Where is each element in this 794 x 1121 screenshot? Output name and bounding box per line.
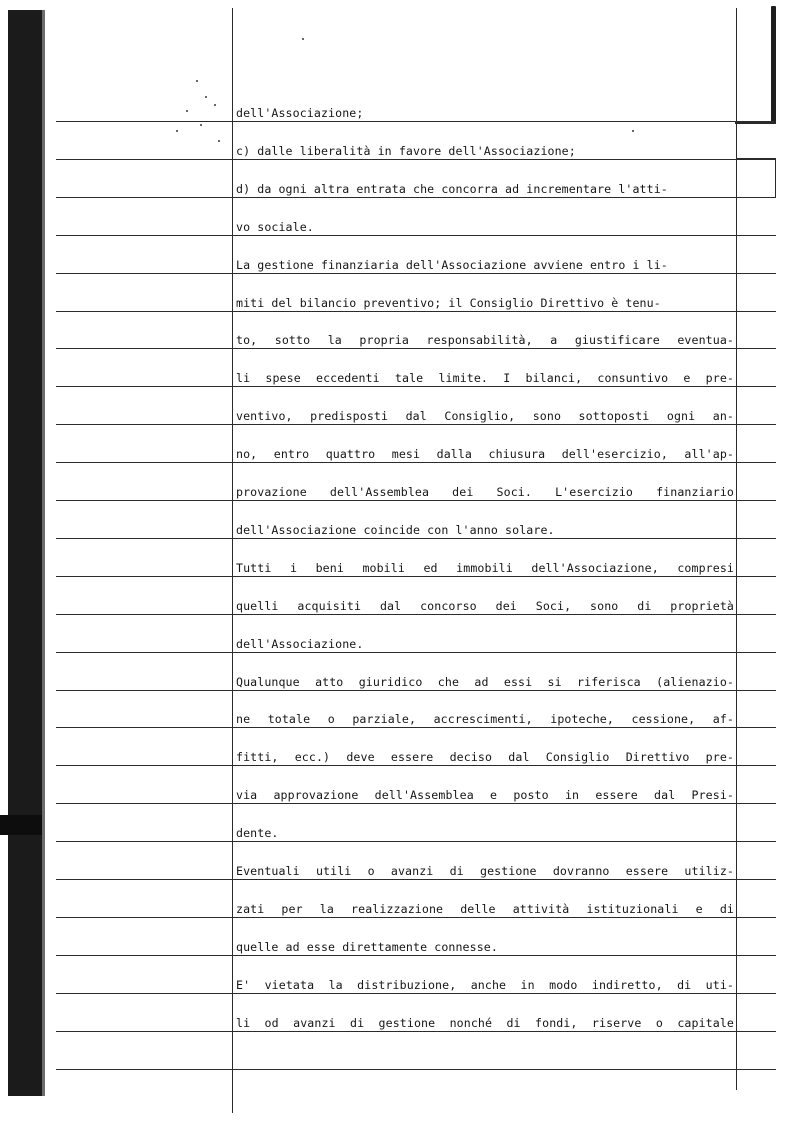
- text-line: li spese eccedenti tale limite. I bilanci, consuntivo e pre-: [236, 371, 734, 386]
- ruled-line: [56, 197, 776, 198]
- ruled-line: [56, 917, 776, 918]
- text-line: provazione dell'Assemblea dei Soci. L'esercizio finanziario: [236, 485, 734, 499]
- text-line: vo sociale.: [236, 219, 314, 234]
- text-line: dell'Associazione;: [236, 106, 364, 120]
- ruled-line: [56, 273, 776, 274]
- left-margin-line: [232, 8, 233, 1113]
- ruled-line: [56, 1031, 776, 1032]
- scan-speck: [218, 140, 220, 142]
- right-bracket-foot: [735, 122, 776, 124]
- text-line: dell'Associazione coincide con l'anno solare.: [236, 522, 555, 537]
- ruled-line: [56, 500, 776, 501]
- scan-speck: [205, 96, 207, 98]
- text-line: no, entro quattro mesi dalla chiusura dell'esercizio, all'ap-: [236, 447, 734, 462]
- text-line: to, sotto la propria responsabilità, a giustificare eventua-: [236, 333, 734, 348]
- scan-speck: [196, 80, 198, 82]
- ruled-line: [56, 462, 776, 463]
- right-edge-bracket: [771, 6, 776, 124]
- ruled-line: [56, 765, 776, 766]
- ruled-line: [56, 576, 776, 577]
- scan-speck: [302, 38, 304, 40]
- scan-speck: [186, 110, 188, 112]
- ruled-line: [56, 803, 776, 804]
- ruled-line: [56, 235, 776, 236]
- ruled-line: [56, 993, 776, 994]
- text-line: La gestione finanziaria dell'Associazione avviene entro i li-: [236, 257, 668, 272]
- ruled-line: [56, 424, 776, 425]
- right-edge-tab: [736, 158, 776, 198]
- text-line: dente.: [236, 826, 279, 841]
- ruled-line: [56, 652, 776, 653]
- text-line: Eventuali utili o avanzi di gestione dovranno essere utiliz-: [236, 864, 734, 878]
- scan-speck: [214, 104, 216, 106]
- scan-speck: [200, 124, 202, 126]
- text-line: c) dalle liberalità in favore dell'Associazione;: [236, 143, 576, 158]
- ruled-line: [56, 386, 776, 387]
- scan-speck: [176, 130, 178, 132]
- text-line: d) da ogni altra entrata che concorra ad incrementare l'atti-: [236, 181, 668, 196]
- text-line: ne totale o parziale, accrescimenti, ipoteche, cessione, af-: [236, 712, 734, 727]
- text-line: dell'Associazione.: [236, 636, 364, 651]
- binding-notch: [0, 815, 42, 835]
- ruled-line: [56, 159, 776, 160]
- scan-speck: [632, 130, 634, 132]
- ruled-line: [56, 311, 776, 312]
- text-line: E' vietata la distribuzione, anche in modo indiretto, di uti-: [236, 977, 734, 992]
- text-line: fitti, ecc.) deve essere deciso dal Consiglio Direttivo pre-: [236, 750, 734, 765]
- ruled-line: [56, 879, 776, 880]
- text-line: zati per la realizzazione delle attività istituzionali e di: [236, 901, 734, 916]
- binding-edge: [42, 10, 45, 1096]
- ruled-line: [56, 1069, 776, 1070]
- ruled-line: [56, 614, 776, 615]
- text-line: miti del bilancio preventivo; il Consiglio Direttivo è tenu-: [236, 295, 661, 310]
- ruled-line: [56, 841, 776, 842]
- ruled-line: [56, 121, 776, 122]
- text-line: quelle ad esse direttamente connesse.: [236, 939, 498, 954]
- text-line: via approvazione dell'Assemblea e posto in essere dal Presi-: [236, 788, 734, 803]
- text-line: li od avanzi di gestione nonché di fondi, riserve o capitale: [236, 1015, 734, 1030]
- text-line: ventivo, predisposti dal Consiglio, sono sottoposti ogni an-: [236, 409, 734, 424]
- ruled-line: [56, 690, 776, 691]
- text-line: Qualunque atto giuridico che ad essi si riferisca (alienazio-: [236, 674, 734, 689]
- binding-strip: [8, 10, 42, 1096]
- ruled-line: [56, 348, 776, 349]
- ruled-line: [56, 955, 776, 956]
- text-line: quelli acquisiti dal concorso dei Soci, sono di proprietà: [236, 598, 734, 613]
- text-line: Tutti i beni mobili ed immobili dell'Associazione, compresi: [236, 560, 734, 575]
- ruled-line: [56, 538, 776, 539]
- ruled-line: [56, 727, 776, 728]
